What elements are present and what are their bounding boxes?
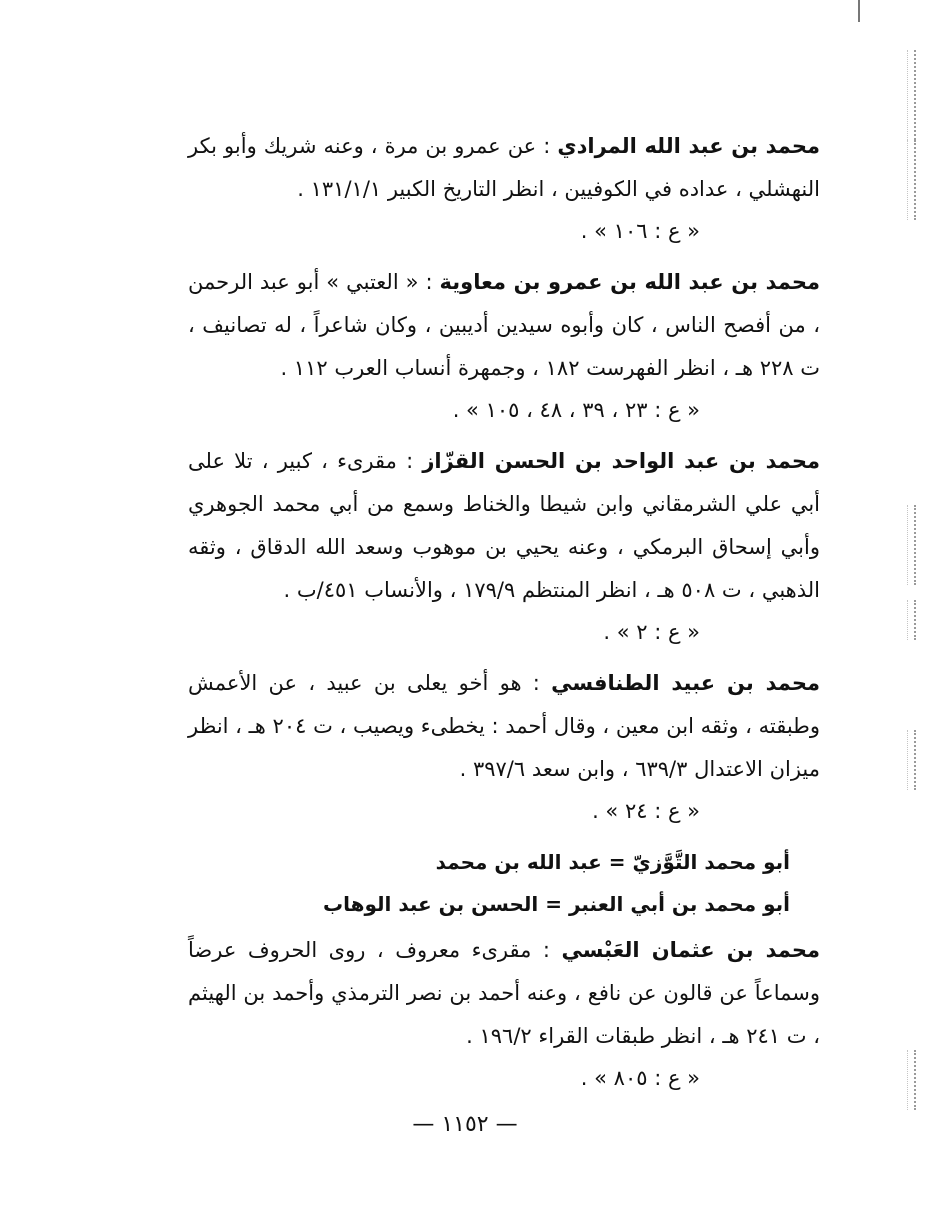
entry-paragraph [188,662,820,791]
entry-paragraph [188,440,820,612]
scan-edge-mark [907,600,916,640]
scan-edge-mark [907,1050,916,1110]
entry-muhammad-al-absi [188,929,820,1098]
entry-muhammad-al-utbi [188,261,820,430]
entry-reference: « ع : ٢ » . [603,620,700,644]
entry-name: محمد بن عبد الله بن عمرو بن معاوية [439,270,820,294]
entry-name: محمد بن عبد الواحد بن الحسن القزّاز [422,449,820,473]
entry-text: : عن عمرو بن مرة ، وعنه شريك وأبو بكر النهشلي ، عداده في الكوفيين ، انظر التاريخ الكبير ١٣١/١/١ . [188,134,820,201]
entry-reference: « ع : ٢٣ ، ٣٩ ، ٤٨ ، ١٠٥ » . [452,398,700,422]
entry-paragraph [188,929,820,1058]
biographical-entries [188,125,820,1108]
scan-edge-mark [907,505,916,585]
entry-muhammad-al-muradi [188,125,820,251]
scan-edge-mark [907,730,916,790]
cross-reference-ibn-abi-al-anbar: أبو محمد بن أبي العنبر = الحسن بن عبد الوهاب [322,892,790,916]
entry-paragraph [188,261,820,390]
entry-text: : مقرىء معروف ، روى الحروف عرضاً وسماعاً عن قالون عن نافع ، وعنه أحمد بن نصر الترمذي وأحمد بن الهيثم ، ت ٢٤١ هـ ، انظر طبقات القراء ١٩٦/٢ . [188,938,820,1048]
cross-reference-al-tawwazi: أبو محمد التَّوَّزيّ = عبد الله بن محمد [435,850,790,874]
entry-name: محمد بن عبيد الطنافسي [551,671,820,695]
entry-muhammad-al-qazzaz [188,440,820,652]
entry-reference: « ع : ٨٠٥ » . [580,1066,700,1090]
entry-reference: « ع : ١٠٦ » . [580,219,700,243]
scan-edge-mark [907,140,916,220]
entry-reference: « ع : ٢٤ » . [592,799,700,823]
entry-muhammad-al-tanafisi [188,662,820,831]
entry-text: : « العتبي » أبو عبد الرحمن ، من أفصح الناس ، كان وأبوه سيدين أديبين ، وكان شاعراً ، له تصانيف ، ت ٢٢٨ هـ ، انظر الفهرست ١٨٢ ، وجمهرة أنساب العرب ١١٢ . [188,270,820,380]
entry-paragraph [188,125,820,211]
scan-edge-line [857,0,860,22]
entry-name: محمد بن عبد الله المرادي [557,134,820,158]
page-number: — ١١٥٢ — [412,1112,518,1137]
entry-name: محمد بن عثمان العَبْسي [561,938,820,962]
scan-edge-mark [907,50,916,140]
entry-text: : هو أخو يعلى بن عبيد ، عن الأعمش وطبقته ، وثقه ابن معين ، وقال أحمد : يخطىء ويصيب ، ت ٢٠٤ هـ ، انظر ميزان الاعتدال ٦٣٩/٣ ، وابن سعد ٣٩٧/٦ . [188,671,821,781]
entry-text: : مقرىء ، كبير ، تلا على أبي علي الشرمقاني وابن شيطا والخناط وسمع من أبي محمد الجوهري وأبي إسحاق البرمكي ، وعنه يحيي بن موهوب وسعد الله الدقاق ، وثقه الذهبي ، ت ٥٠٨ هـ ، انظر المنتظم ١٧٩/٩ ، والأنساب ٤٥١/ب . [188,449,820,602]
